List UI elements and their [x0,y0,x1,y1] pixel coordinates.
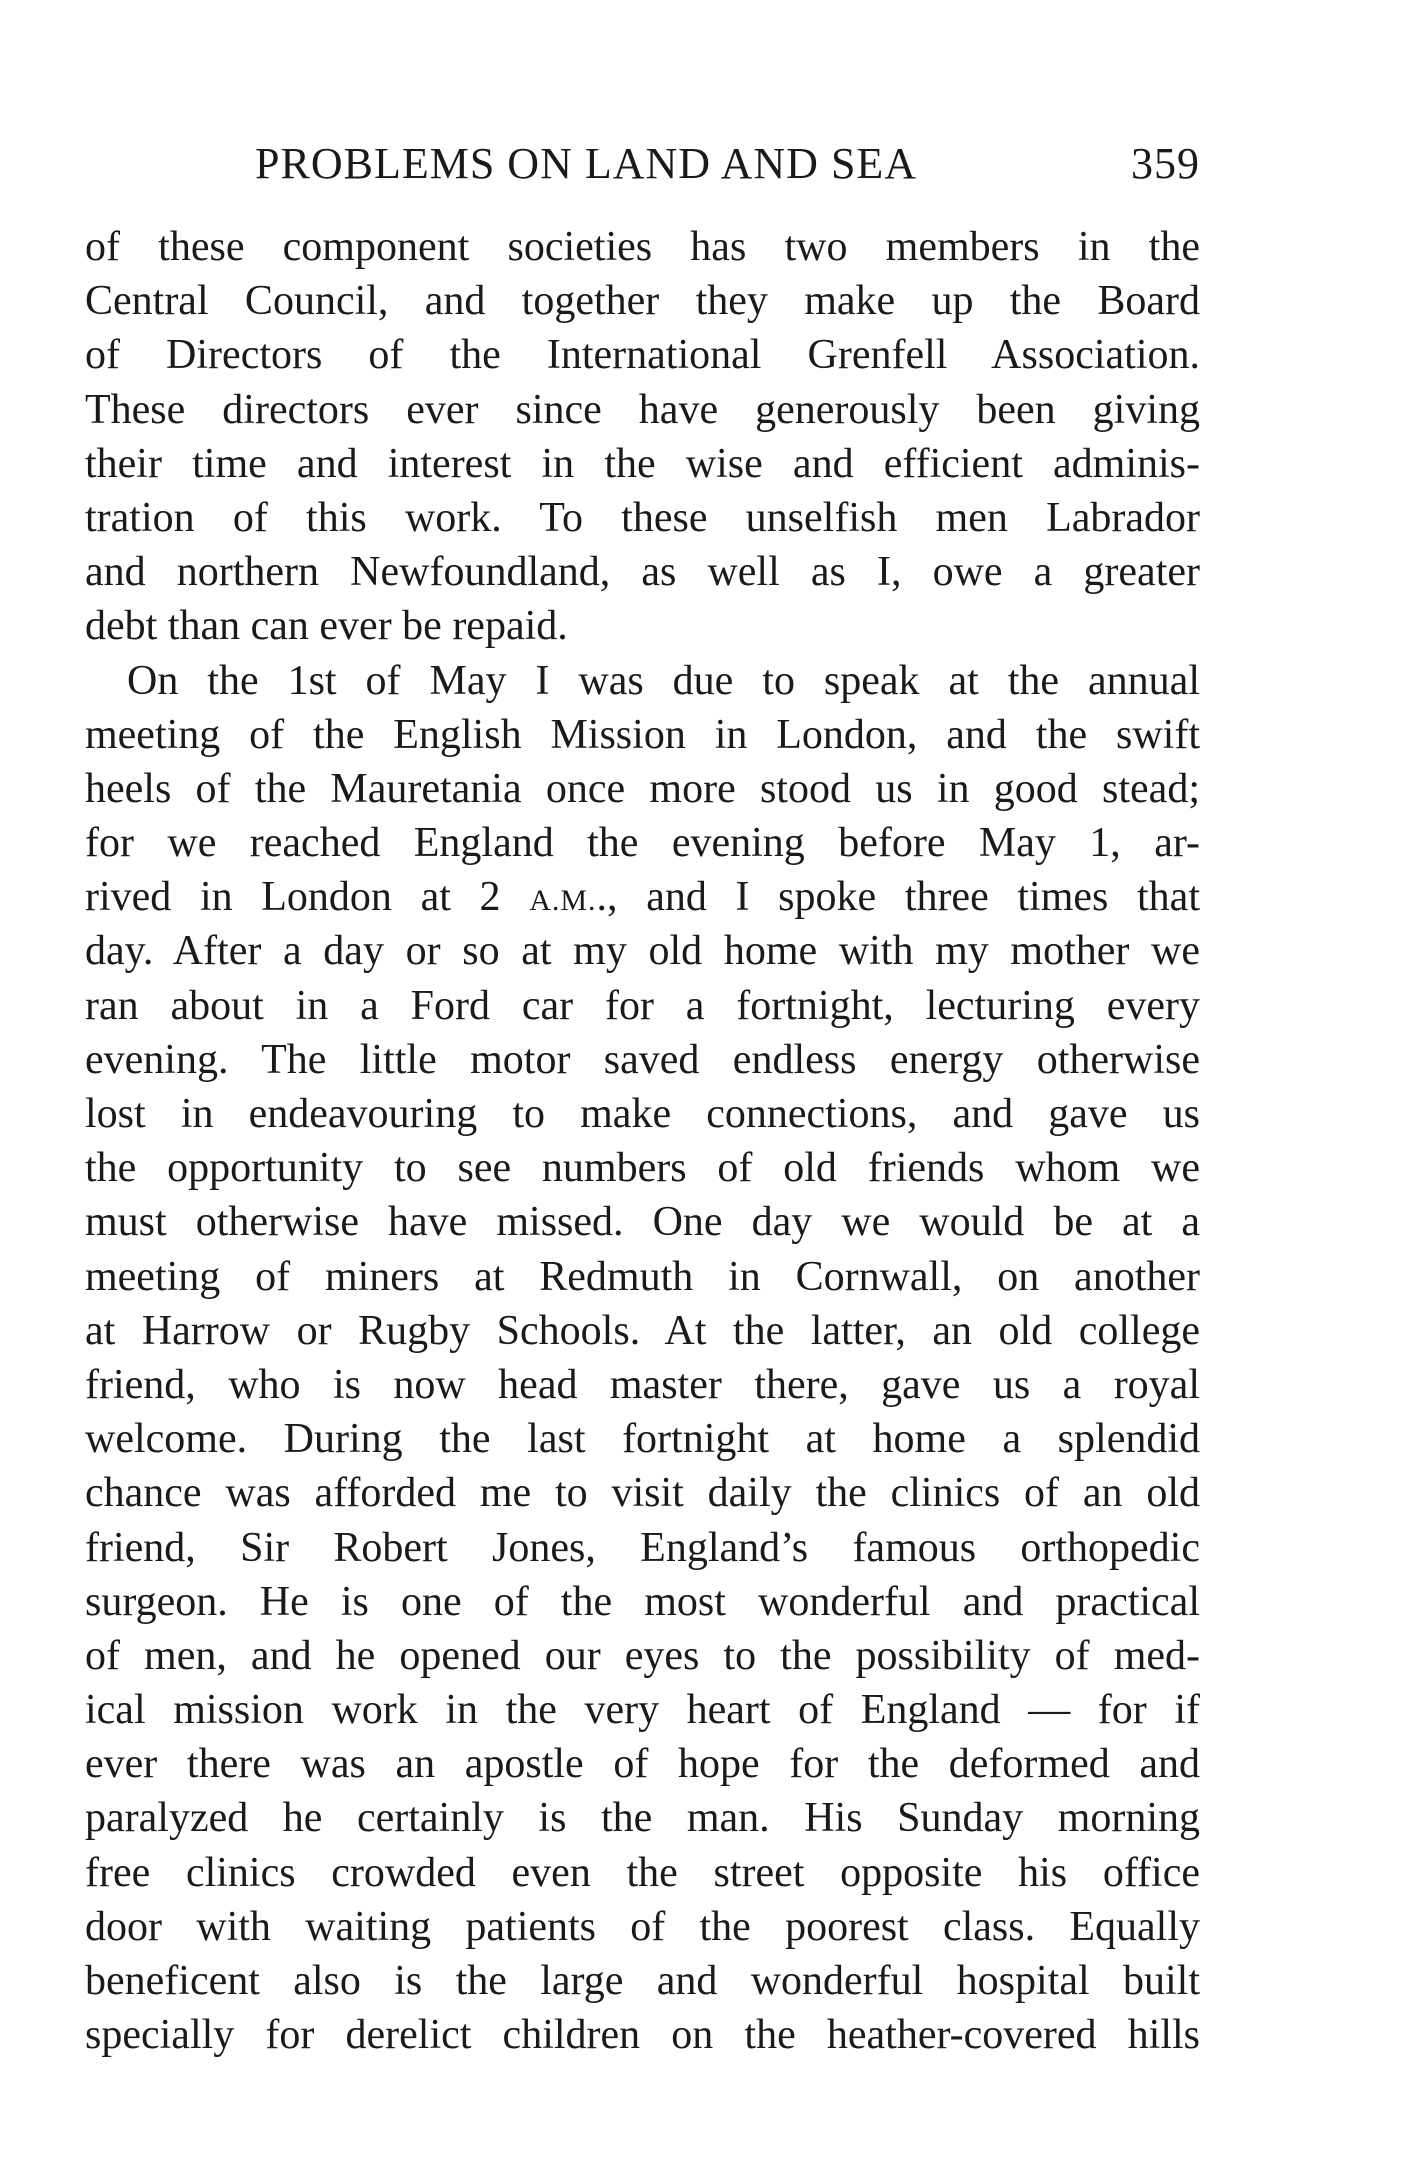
text-line: heels of the Mauretania once more stood us in good stead; [85,765,1200,812]
text-line: and northern Newfoundland, as well as I, owe a greater [85,549,1200,596]
body-text [85,220,1200,2062]
text-line: friend, Sir Robert Jones, England’s famous orthopedic [85,1524,1200,1571]
text-line: friend, who is now head master there, gave us a royal [85,1361,1200,1408]
text-line: tration of this work. To these unselfish men Labrador [85,494,1200,541]
smallcaps-abbreviation: A.M. [529,884,597,918]
text-line: specially for derelict children on the heather-covered hills [85,2012,1200,2059]
text-line: their time and interest in the wise and efficient adminis- [85,440,1200,487]
running-title: PROBLEMS ON LAND AND SEA [255,139,918,188]
text-line: meeting of the English Mission in London, and the swift [85,711,1200,758]
text-line: the opportunity to see numbers of old friends whom we [85,1145,1200,1192]
text-line: ever there was an apostle of hope for the deformed and [85,1741,1200,1788]
text-line: day. After a day or so at my old home with my mother we [85,928,1200,975]
text-line: evening. The little motor saved endless energy otherwise [85,1036,1200,1083]
text-line: paralyzed he certainly is the man. His Sunday morning [85,1795,1200,1842]
text-line: of Directors of the International Grenfell Association. [85,332,1200,379]
text-line: chance was afforded me to visit daily the clinics of an old [85,1470,1200,1517]
page-number: 359 [1131,139,1200,188]
text-line: must otherwise have missed. One day we would be at a [85,1199,1200,1246]
text-line: welcome. During the last fortnight at home a splendid [85,1416,1200,1463]
text-line: meeting of miners at Redmuth in Cornwall, on another [85,1253,1200,1300]
text-line: for we reached England the evening before May 1, ar- [85,820,1200,867]
text-line: Central Council, and together they make up the Board [85,278,1200,325]
text-line: of men, and he opened our eyes to the possibility of med- [85,1632,1200,1679]
text-line: ical mission work in the very heart of England — for if [85,1687,1200,1734]
text-line: door with waiting patients of the poorest class. Equally [85,1903,1200,1950]
text-line: beneficent also is the large and wonderful hospital built [85,1958,1200,2004]
text-fragment: rived in London at 2 [85,874,530,921]
text-line-paragraph-end: debt than can ever be repaid. [85,603,568,650]
text-line: lost in endeavouring to make connections, and gave us [85,1091,1200,1137]
text-line-with-smallcaps [85,870,1200,924]
text-line: surgeon. He is one of the most wonderful and practical [85,1578,1200,1625]
text-line-paragraph-start: On the 1st of May I was due to speak at the annual [127,657,1200,704]
text-line: at Harrow or Rugby Schools. At the latter, an old college [85,1307,1200,1354]
text-line: of these component societies has two members in the [85,224,1200,270]
text-fragment: ., and I spoke three times that [596,874,1200,921]
text-line: free clinics crowded even the street opposite his office [85,1849,1200,1896]
running-head [85,138,1200,198]
text-line: ran about in a Ford car for a fortnight, lecturing every [85,982,1200,1029]
text-line: These directors ever since have generously been giving [85,386,1200,433]
